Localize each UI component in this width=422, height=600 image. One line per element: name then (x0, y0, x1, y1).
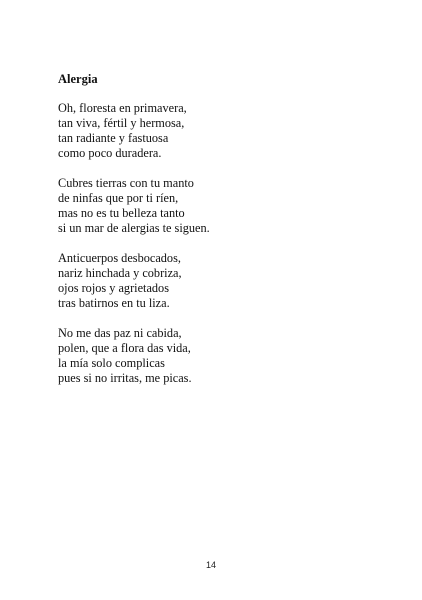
stanza-1 (58, 101, 378, 161)
poem-line: si un mar de alergias te siguen. (58, 221, 210, 235)
poem-line: mas no es tu belleza tanto (58, 206, 185, 220)
poem-line: Oh, floresta en primavera, (58, 101, 187, 115)
stanza-3 (58, 251, 378, 311)
poem-line: nariz hinchada y cobriza, (58, 266, 182, 280)
page-number: 14 (205, 560, 216, 570)
stanza-2 (58, 176, 378, 236)
poem-line: como poco duradera. (58, 146, 162, 160)
poem (58, 72, 378, 401)
poem-line: tan viva, fértil y hermosa, (58, 116, 185, 130)
poem-line: la mía solo complicas (58, 356, 165, 370)
poem-line: Cubres tierras con tu manto (58, 176, 194, 190)
poem-line: No me das paz ni cabida, (58, 326, 182, 340)
poem-line: ojos rojos y agrietados (58, 281, 169, 295)
poem-line: Anticuerpos desbocados, (58, 251, 181, 265)
poem-line: de ninfas que por ti ríen, (58, 191, 179, 205)
poem-line: tras batirnos en tu liza. (58, 296, 170, 310)
poem-title: Alergia (58, 72, 98, 86)
poem-line: pues si no irritas, me picas. (58, 371, 192, 385)
stanza-4 (58, 326, 378, 386)
poem-line: polen, que a flora das vida, (58, 341, 191, 355)
poem-line: tan radiante y fastuosa (58, 131, 169, 145)
